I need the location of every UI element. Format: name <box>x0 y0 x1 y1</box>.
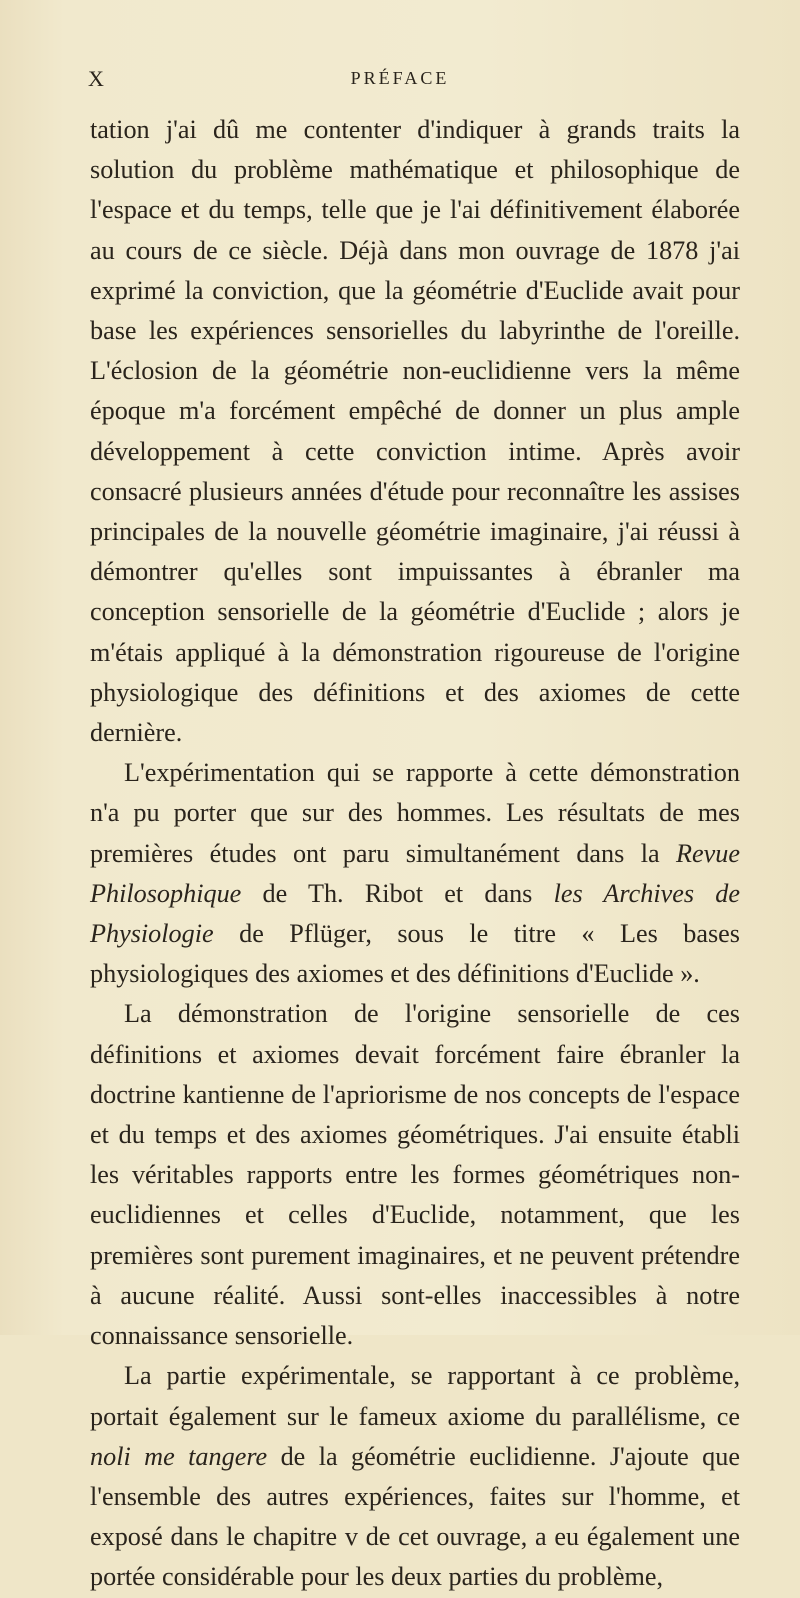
body-text <box>90 110 740 1598</box>
paragraph-4 <box>90 1356 740 1597</box>
paragraph-2-text: de Th. Ribot et dans <box>241 878 554 908</box>
paragraph-1: tation j'ai dû me contenter d'indiquer à grands traits la solution du problème mathématique et philosophique de l'espace et du temps, telle que je l'ai définitivement élaborée au cours de ce siècle. Déjà dans mon ouvrage de 1878 j'ai exprimé la conviction, que la géométrie d'Euclide avait pour base les expériences sensorielles du labyrinthe de l'oreille. L'éclosion de la géométrie non-euclidienne vers la même époque m'a forcément empêché de donner un plus ample développement à cette conviction intime. Après avoir consacré plusieurs années d'étude pour reconnaître les assises principales de la nouvelle géométrie imaginaire, j'ai réussi à démontrer qu'elles sont impuissantes à ébranler ma conception sensorielle de la géométrie d'Euclide ; alors je m'étais appliqué à la démonstration rigoureuse de l'origine physiologique des définitions et des axiomes de cette dernière. <box>90 115 740 748</box>
running-title: PRÉFACE <box>350 68 450 88</box>
paragraph-4-text: de la géométrie euclidienne. J'ajoute que l'ensemble des autres expériences, faites sur l'homme, et exposé dans le chapitre v de cet ouvrage, a eu également une portée considérable pour les deux parties du problème, <box>90 1441 740 1592</box>
page-number: X <box>88 66 105 91</box>
paragraph-3: La démonstration de l'origine sensorielle de ces définitions et axiomes devait forcément faire ébranler la doctrine kantienne de l'apriorisme de nos concepts de l'espace et du temps et des axiomes géométriques. J'ai ensuite établi les véritables rapports entre les formes géométriques non-euclidiennes et celles d'Euclide, notamment, que les premières sont purement imaginaires, et ne peuvent prétendre à aucune réalité. Aussi sont-elles inaccessibles à notre connaissance sensorielle. <box>90 999 740 1351</box>
journal-title-archives: les Archives de Physiologie <box>90 878 740 949</box>
latin-phrase: noli me tangere <box>90 1441 268 1471</box>
running-head <box>0 66 800 96</box>
paragraph-2-text: L'expérimentation qui se rapporte à cette démonstration n'a pu porter que sur des hommes. Les résultats de mes premières études ont paru simultanément dans la <box>90 758 740 868</box>
paragraph-2 <box>90 753 740 994</box>
paragraph-2-text: de Pflüger, sous le titre « Les bases physiologiques des axiomes et des définitions d'Euclide ». <box>90 919 740 989</box>
paragraph-4-text: La partie expérimentale, se rapportant à ce problème, portait également sur le fameux axiome du parallélisme, ce <box>90 1361 740 1431</box>
journal-title-revue: Revue Philosophique <box>90 838 740 908</box>
